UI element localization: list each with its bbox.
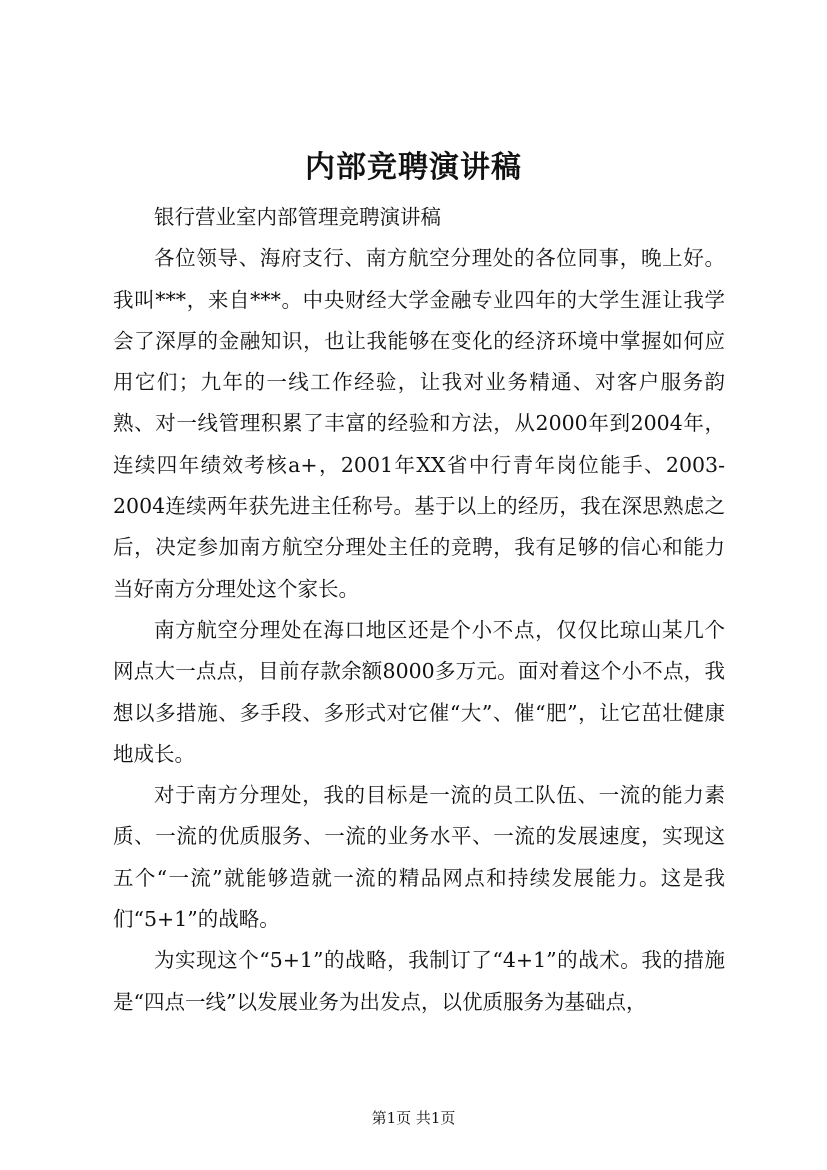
document-title: 内部竞聘演讲稿 [305, 150, 522, 185]
body-paragraph: 为实现这个“5+1”的战略，我制订了“4+1”的战术。我的措施是“四点一线”以发展业务为出发点，以优质服务为基础点， [113, 948, 725, 1014]
body-paragraph: 各位领导、海府支行、南方航空分理处的各位同事，晚上好。我叫***，来自***。中央财经大学金融专业四年的大学生涯让我学会了深厚的金融知识，也让我能够在变化的经济环境中掌握如何应用它们；九年的一线工作经验，让我对业务精通、对客户服务韵熟、对一线管理积累了丰富的经验和方法，从2000年到2004年，连续四年绩效考核a+，2001年XX省中行青年岗位能手、2003-2004连续两年获先进主任称号。基于以上的经历，我在深思熟虑之后，决定参加南方航空分理处主任的竞聘，我有足够的信心和能力当好南方分理处这个家长。 [113, 246, 725, 601]
page-footer: 第1页 共1页 [371, 1109, 456, 1127]
body-paragraph: 南方航空分理处在海口地区还是个小不点，仅仅比琼山某几个网点大一点点，目前存款余额8000多万元。面对着这个小不点，我想以多措施、多手段、多形式对它催“大”、催“肥”，让它茁壮健康地成长。 [113, 617, 725, 766]
body-paragraph: 对于南方分理处，我的目标是一流的员工队伍、一流的能力素质、一流的优质服务、一流的业务水平、一流的发展速度，实现这五个“一流”就能够造就一流的精品网点和持续发展能力。这是我们“5+1”的战略。 [113, 783, 725, 932]
subtitle-paragraph: 银行营业室内部管理竞聘演讲稿 [154, 205, 441, 229]
document-body [113, 197, 725, 1023]
